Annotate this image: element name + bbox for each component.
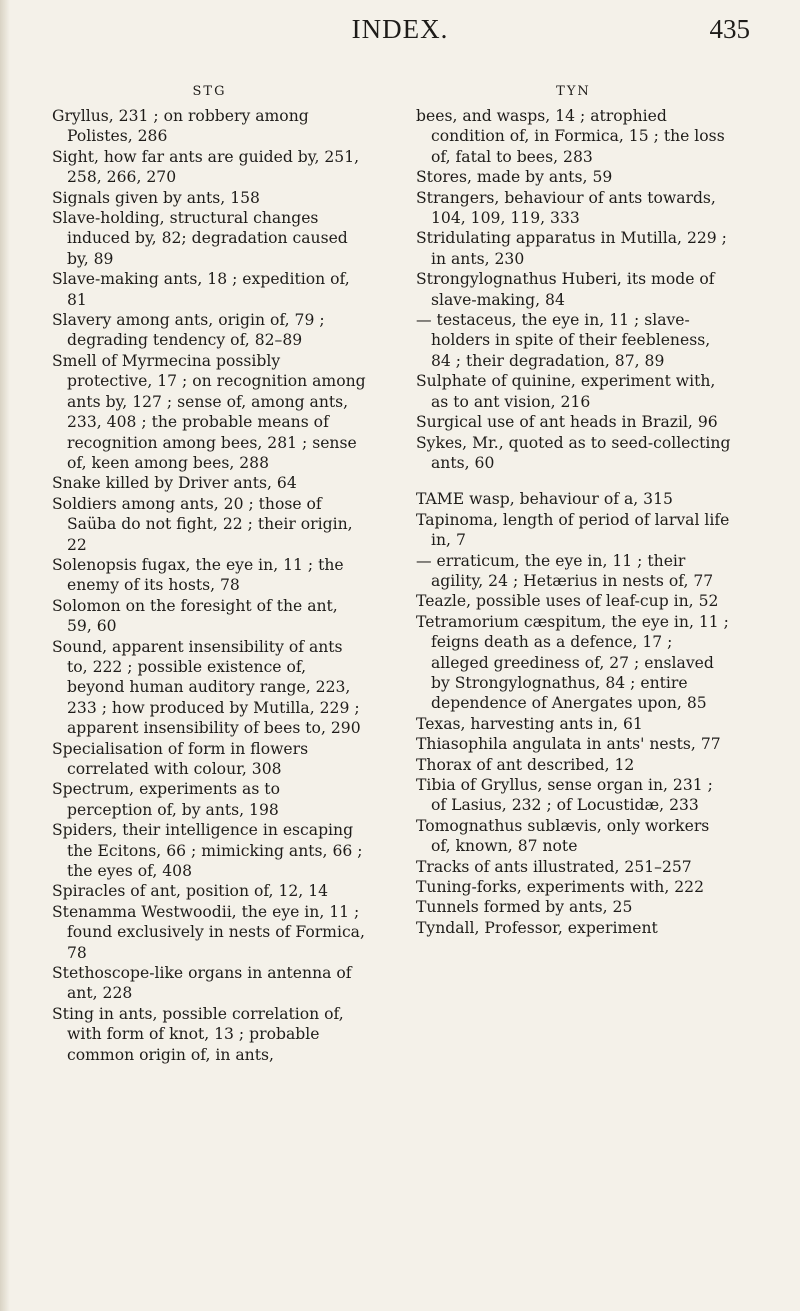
index-entry: Gryllus, 231 ; on robbery among Polistes, 286 — [52, 107, 309, 146]
index-entry: bees, and wasps, 14 ; atrophied condition of, in Formica, 15 ; the loss of, fatal to bees, 283 — [416, 107, 725, 166]
index-entry: Tetramorium cæspitum, the eye in, 11 ; feigns death as a defence, 17 ; alleged greediness of, 27 ; enslaved by Strongylognathus, 84 ; entire dependence of Anergates upon, 85 — [416, 612, 729, 713]
index-entry: Sykes, Mr., quoted as to seed-collecting ants, 60 — [416, 433, 731, 472]
page-spine-shadow — [0, 0, 10, 1311]
index-entry: Snake killed by Driver ants, 64 — [52, 474, 297, 493]
index-entry: Spectrum, experiments as to perception of, by ants, 198 — [52, 780, 280, 819]
index-entry: Stridulating apparatus in Mutilla, 229 ; in ants, 230 — [416, 229, 727, 268]
index-entry: Texas, harvesting ants in, 61 — [416, 714, 643, 733]
index-entry: — erraticum, the eye in, 11 ; their agility, 24 ; Hetærius in nests of, 77 — [416, 551, 714, 590]
index-entry: Tomognathus sublævis, only workers of, known, 87 note — [416, 816, 710, 856]
index-entry: Smell of Myrmecina possibly protective, 17 ; on recognition among ants by, 127 ; sense of, among ants, 233, 408 ; the probable means of recognition among bees, 281 ; sense of, keen among bees, 288 — [52, 351, 366, 472]
index-entry: Stethoscope-like organs in antenna of ant, 228 — [52, 964, 352, 1003]
index-entry: Tapinoma, length of period of larval life in, 7 — [416, 510, 730, 550]
index-entry: Spiracles of ant, position of, 12, 14 — [52, 882, 329, 901]
index-entry: Surgical use of ant heads in Brazil, 96 — [416, 413, 718, 432]
index-entry: Tunnels formed by ants, 25 — [416, 898, 633, 917]
index-entry: Solenopsis fugax, the eye in, 11 ; the enemy of its hosts, 78 — [52, 555, 344, 595]
index-entry: Stenamma Westwoodii, the eye in, 11 ; found exclusively in nests of Formica, 78 — [52, 902, 365, 962]
index-entry-section-start: TAME wasp, behaviour of a, 315 — [416, 490, 673, 509]
index-entry: Slavery among ants, origin of, 79 ; degrading tendency of, 82–89 — [52, 311, 325, 350]
left-column-heading: STG — [192, 84, 227, 99]
index-entry: Teazle, possible uses of leaf-cup in, 52 — [416, 592, 719, 611]
index-entry: Thiasophila angulata in ants' nests, 77 — [416, 735, 721, 754]
running-header — [0, 8, 800, 48]
left-column — [52, 84, 367, 1065]
index-entry: Tuning-forks, experiments with, 222 — [416, 878, 705, 897]
index-entry: Stores, made by ants, 59 — [416, 168, 613, 187]
index-entry: Signals given by ants, 158 — [52, 188, 260, 207]
index-entry: — testaceus, the eye in, 11 ; slave-holders in spite of their feebleness, 84 ; their degradation, 87, 89 — [416, 311, 711, 370]
index-entry: Sting in ants, possible correlation of, with form of knot, 13 ; probable common origin of, in ants, — [52, 1004, 344, 1064]
index-entry: Tracks of ants illustrated, 251–257 — [416, 857, 692, 876]
right-column-heading: TYN — [556, 84, 591, 99]
index-entry: Strangers, behaviour of ants towards, 104, 109, 119, 333 — [416, 188, 716, 228]
index-entry: Tibia of Gryllus, sense organ in, 231 ; of Lasius, 232 ; of Locustidæ, 233 — [416, 776, 713, 815]
index-entry: Solomon on the foresight of the ant, 59, 60 — [52, 596, 338, 636]
index-entry: Slave-making ants, 18 ; expedition of, 81 — [52, 270, 350, 309]
index-entry: Slave-holding, structural changes induced by, 82; degradation caused by, 89 — [52, 209, 348, 268]
index-entry: Spiders, their intelligence in escaping the Ecitons, 66 ; mimicking ants, 66 ; the eyes of, 408 — [52, 821, 363, 881]
index-entry: Tyndall, Professor, experiment — [416, 918, 658, 937]
index-entry: Sight, how far ants are guided by, 251, 258, 266, 270 — [52, 147, 360, 187]
index-entry: Specialisation of form in flowers correlated with colour, 308 — [52, 739, 309, 778]
right-column — [416, 84, 731, 938]
index-entry: Sound, apparent insensibility of ants to, 222 ; possible existence of, beyond human auditory range, 223, 233 ; how produced by Mutilla, 229 ; apparent insensibility of bees to, 290 — [52, 637, 361, 738]
index-entry: Strongylognathus Huberi, its mode of slave-making, 84 — [416, 270, 715, 309]
page-number: 435 — [709, 14, 750, 44]
index-entry: Thorax of ant described, 12 — [416, 755, 635, 774]
index-entry: Soldiers among ants, 20 ; those of Saüba do not fight, 22 ; their origin, 22 — [52, 494, 353, 554]
index-entry: Sulphate of quinine, experiment with, as to ant vision, 216 — [416, 372, 716, 411]
header-title: INDEX. — [351, 14, 449, 44]
